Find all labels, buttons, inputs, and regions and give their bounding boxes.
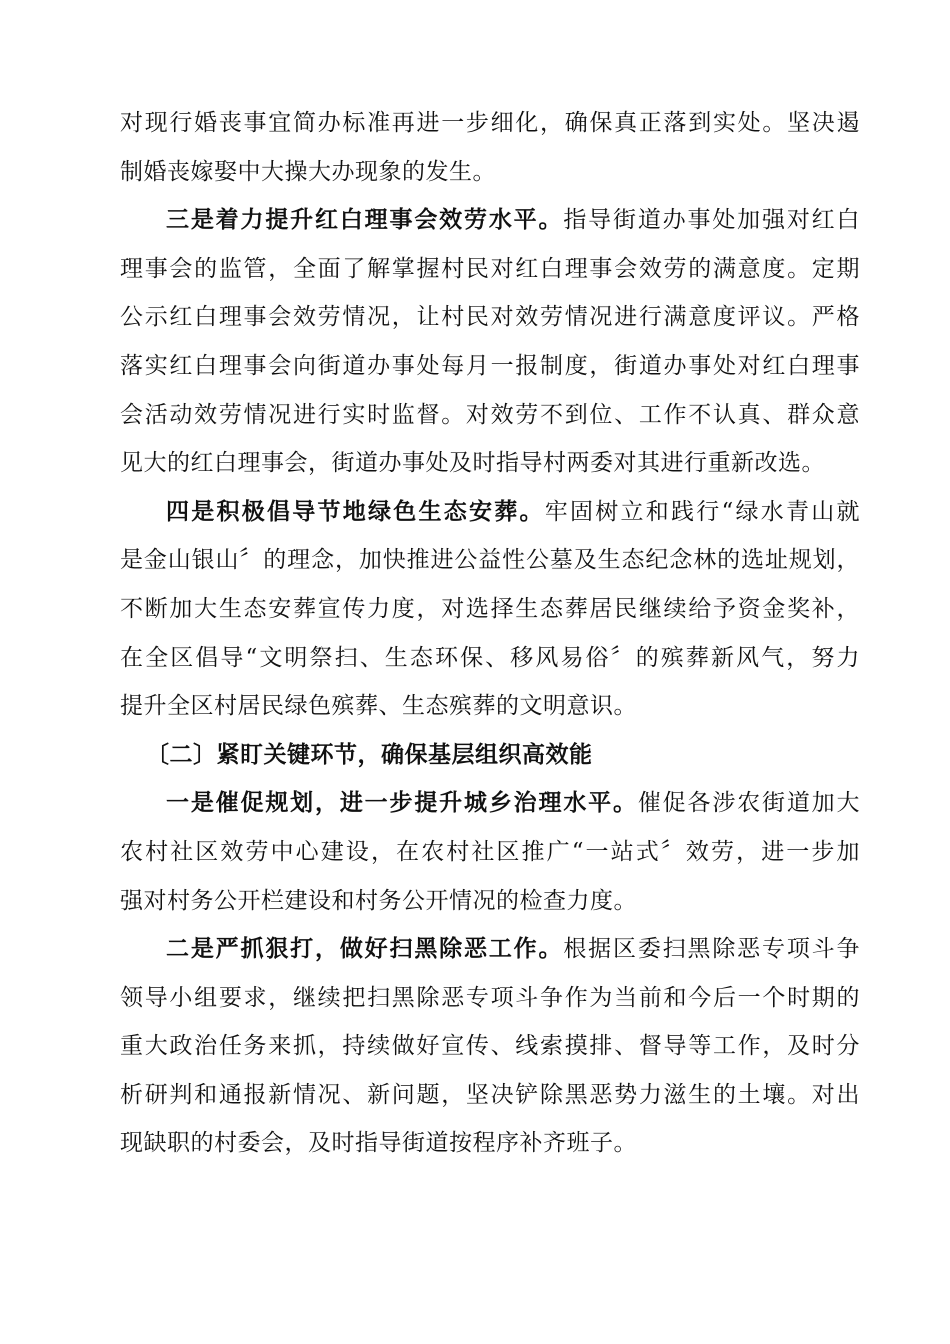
paragraph [120, 196, 860, 488]
text-line [120, 245, 860, 294]
body-text: 对现行婚丧事宜简办标准再进一步细化，确保真正落到实处。坚决遏 [120, 110, 860, 136]
body-text: 提升全区村居民绿色殡葬、生态殡葬的文明意识。 [120, 693, 637, 720]
body-text: 重大政治任务来抓，持续做好宣传、线索摸排、督导等工作，及时分 [120, 1033, 860, 1060]
text-line [120, 1022, 860, 1071]
body-text: 制婚丧嫁娶中大操大办现象的发生。 [120, 158, 496, 185]
text-line [120, 682, 860, 731]
text-line [120, 828, 860, 877]
body-text: 农村社区效劳中心建设，在农村社区推广“一站式〞效劳，进一步加 [120, 838, 860, 865]
text-line [120, 779, 860, 828]
body-text: 强对村务公开栏建设和村务公开情况的检查力度。 [120, 887, 637, 914]
body-text: 现缺职的村委会，及时指导街道按程序补齐班子。 [120, 1130, 637, 1157]
text-line [120, 99, 860, 148]
text-line [120, 342, 860, 391]
bold-lead-text: 一是催促规划，进一步提升城乡治理水平。 [166, 789, 638, 817]
text-line [120, 731, 860, 780]
bold-lead-text: 〔二〕紧盯关键环节，确保基层组织高效能 [146, 740, 593, 768]
body-text: 公示红白理事会效劳情况，让村民对效劳情况进行满意度评议。严格 [120, 304, 860, 331]
body-text: 落实红白理事会向街道办事处每月一报制度，街道办事处对红白理事 [120, 352, 860, 379]
body-text: 在全区倡导“文明祭扫、生态环保、移风易俗〞的殡葬新风气，努力 [120, 644, 860, 671]
paragraph [120, 925, 860, 1168]
text-line [120, 585, 860, 634]
body-text: 理事会的监管，全面了解掌握村民对红白理事会效劳的满意度。定期 [120, 255, 860, 282]
paragraph [120, 779, 860, 925]
text-line [120, 536, 860, 585]
bold-lead-text: 二是严抓狠打，做好扫黑除恶工作。 [166, 935, 564, 963]
text-line [120, 293, 860, 342]
document-page [120, 99, 860, 1168]
paragraph [120, 488, 860, 731]
text-line [120, 196, 860, 245]
body-text: 是金山银山〞的理念，加快推进公益性公墓及生态纪念林的选址规划， [120, 547, 860, 574]
section-heading [120, 731, 860, 780]
text-line [120, 439, 860, 488]
text-line [120, 974, 860, 1023]
text-line [120, 1071, 860, 1120]
text-line [120, 1119, 860, 1168]
body-text: 领导小组要求，继续把扫黑除恶专项斗争作为当前和今后一个时期的 [120, 984, 860, 1011]
body-text: 见大的红白理事会，街道办事处及时指导村两委对其进行重新改选。 [120, 450, 825, 477]
text-line [120, 634, 860, 683]
body-text: 指导街道办事处加强对红白 [563, 207, 861, 234]
text-line [120, 488, 860, 537]
text-line [120, 925, 860, 974]
body-text: 根据区委扫黑除恶专项斗争 [563, 936, 861, 963]
bold-lead-text: 三是着力提升红白理事会效劳水平。 [166, 206, 564, 234]
body-text: 不断加大生态安葬宣传力度，对选择生态葬居民继续给予资金奖补， [120, 595, 860, 622]
body-text: 析研判和通报新情况、新问题，坚决铲除黑恶势力滋生的土壤。对出 [120, 1081, 860, 1108]
body-text: 会活动效劳情况进行实时监督。对效劳不到位、工作不认真、群众意 [120, 401, 860, 428]
text-line [120, 877, 860, 926]
text-line [120, 391, 860, 440]
body-text: 催促各涉农街道加大 [637, 790, 861, 817]
paragraph [120, 99, 860, 196]
text-line [120, 148, 860, 197]
body-text: 牢固树立和践行“绿水青山就 [544, 498, 861, 525]
bold-lead-text: 四是积极倡导节地绿色生态安葬。 [166, 497, 545, 525]
